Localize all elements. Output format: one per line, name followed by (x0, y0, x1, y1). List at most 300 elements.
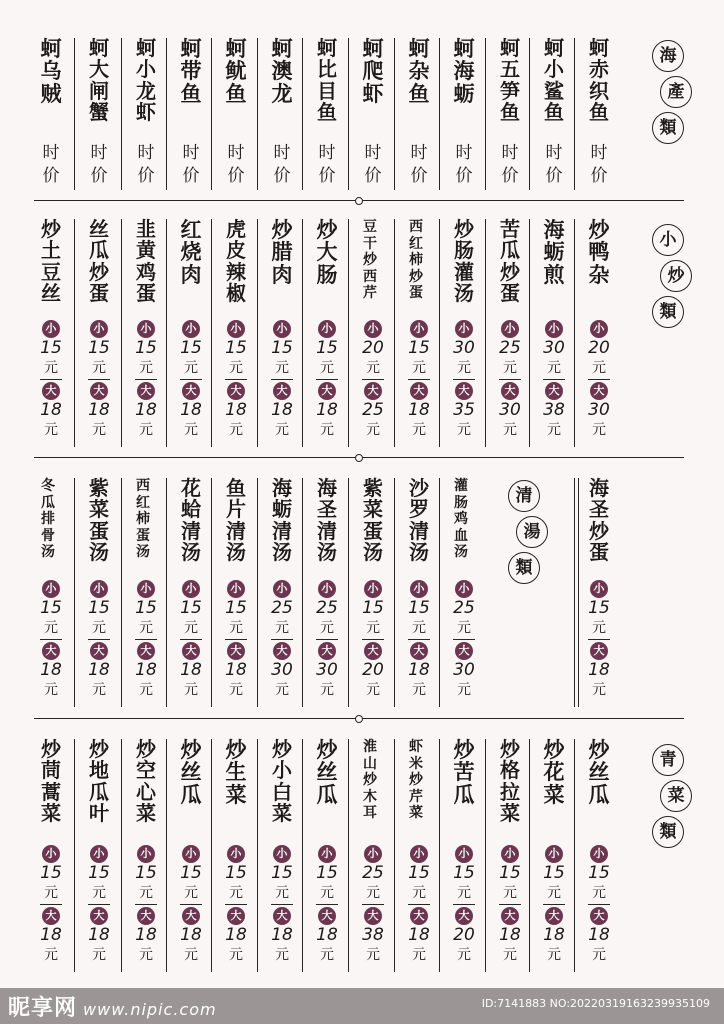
menu-item (360, 38, 406, 190)
size-small-badge: 小 (410, 320, 428, 338)
price-divider (362, 904, 384, 905)
price-divider (408, 379, 430, 380)
dish-name: 海 圣 炒 蛋 (589, 476, 609, 565)
price-unit: 元 (592, 947, 606, 963)
market-price: 时 价 (455, 143, 473, 186)
price-unit: 元 (139, 682, 153, 698)
size-small-badge: 小 (545, 845, 563, 863)
price-unit: 元 (229, 947, 243, 963)
large-price: 30 (316, 660, 338, 680)
size-large-badge: 大 (590, 907, 608, 925)
price-block (133, 320, 159, 439)
large-price: 18 (271, 400, 293, 420)
price-unit: 元 (503, 422, 517, 438)
price-unit: 元 (412, 360, 426, 376)
market-price: 时 价 (590, 143, 608, 186)
menu-item (38, 219, 84, 447)
menu-item (178, 478, 224, 707)
price-unit: 元 (412, 885, 426, 901)
price-unit: 元 (184, 885, 198, 901)
price-unit: 元 (547, 947, 561, 963)
dish-name: 淮 山 炒 木 耳 (363, 739, 377, 822)
price-divider (225, 904, 247, 905)
dish-name: 蚵 澳 龙 (271, 36, 293, 106)
dish-name: 豆 干 炒 西 芹 (363, 219, 377, 302)
price-unit: 元 (457, 885, 471, 901)
menu-item (586, 38, 632, 190)
large-price: 18 (135, 660, 157, 680)
size-small-badge: 小 (137, 845, 155, 863)
menu-item (133, 38, 179, 190)
price-unit: 元 (184, 682, 198, 698)
price-unit: 元 (547, 885, 561, 901)
price-divider (453, 379, 475, 380)
size-large-badge: 大 (273, 382, 291, 400)
category-char: 類 (508, 552, 540, 584)
price-divider (88, 379, 110, 380)
menu-item (38, 739, 84, 972)
dish-name: 丝 瓜 炒 蛋 (89, 217, 109, 306)
small-price: 20 (362, 338, 384, 358)
small-price: 15 (225, 863, 247, 883)
price-block (269, 580, 295, 699)
price-block (86, 845, 112, 964)
small-price: 30 (543, 338, 565, 358)
small-price: 15 (135, 863, 157, 883)
menu-item (223, 739, 269, 972)
size-small-badge: 小 (137, 580, 155, 598)
menu-item (178, 219, 224, 447)
large-price: 18 (180, 400, 202, 420)
price-block (497, 320, 523, 439)
size-small-badge: 小 (182, 580, 200, 598)
price-block (406, 320, 432, 439)
price-unit: 元 (503, 360, 517, 376)
price-unit: 元 (457, 947, 471, 963)
price-divider (408, 904, 430, 905)
dish-name: 虾 米 炒 芹 菜 (409, 739, 423, 822)
price-unit: 元 (275, 885, 289, 901)
small-price: 15 (499, 863, 521, 883)
menu-item (38, 38, 84, 190)
menu-item (86, 38, 132, 190)
large-price: 18 (180, 660, 202, 680)
small-price: 15 (88, 338, 110, 358)
menu-item (314, 739, 360, 972)
size-small-badge: 小 (590, 845, 608, 863)
small-price: 15 (180, 338, 202, 358)
dish-name: 鱼 片 清 汤 (226, 476, 246, 565)
price-unit: 元 (44, 360, 58, 376)
price-unit: 元 (366, 360, 380, 376)
small-price: 20 (588, 338, 610, 358)
dish-name: 海 圣 清 汤 (317, 476, 337, 565)
size-small-badge: 小 (42, 580, 60, 598)
price-unit: 元 (44, 620, 58, 636)
menu-item (38, 478, 84, 707)
dish-name: 灌 肠 鸡 血 汤 (454, 478, 468, 561)
size-large-badge: 大 (410, 907, 428, 925)
price-divider (40, 904, 62, 905)
large-price: 18 (408, 925, 430, 945)
dish-name: 蚵 海 蛎 (453, 36, 475, 106)
price-unit: 元 (366, 682, 380, 698)
menu-item (133, 739, 179, 972)
menu-item (86, 739, 132, 972)
large-price: 18 (408, 660, 430, 680)
watermark-logo-text: 昵享网 (8, 996, 78, 1021)
dish-name: 蚵 赤 织 鱼 (589, 36, 609, 125)
small-price: 15 (180, 598, 202, 618)
size-large-badge: 大 (137, 382, 155, 400)
dish-name: 蚵 小 鲨 鱼 (544, 36, 564, 125)
small-price: 15 (135, 338, 157, 358)
size-small-badge: 小 (182, 845, 200, 863)
small-price: 15 (225, 338, 247, 358)
price-unit: 元 (275, 620, 289, 636)
large-price: 30 (588, 400, 610, 420)
price-block (269, 845, 295, 964)
large-price: 18 (225, 925, 247, 945)
dish-name: 炒 土 豆 丝 (41, 217, 61, 306)
price-unit: 元 (320, 947, 334, 963)
price-block (86, 580, 112, 699)
market-price: 时 价 (90, 143, 108, 186)
size-large-badge: 大 (182, 382, 200, 400)
section-divider (34, 718, 684, 719)
price-divider (362, 379, 384, 380)
small-price: 15 (225, 598, 247, 618)
price-block (178, 845, 204, 964)
dish-name: 炒 地 瓜 叶 (89, 737, 109, 826)
menu-item (178, 739, 224, 972)
market-price: 时 价 (137, 143, 155, 186)
menu-item (541, 739, 587, 972)
large-price: 18 (180, 925, 202, 945)
dish-name: 沙 罗 清 汤 (409, 476, 429, 565)
small-price: 15 (88, 863, 110, 883)
price-unit: 元 (44, 422, 58, 438)
category-char: 類 (652, 816, 684, 848)
price-unit: 元 (412, 947, 426, 963)
small-price: 25 (499, 338, 521, 358)
price-divider (225, 379, 247, 380)
price-block (586, 845, 612, 964)
price-divider (180, 379, 202, 380)
price-unit: 元 (229, 422, 243, 438)
price-unit: 元 (44, 682, 58, 698)
price-unit: 元 (275, 360, 289, 376)
size-large-badge: 大 (410, 642, 428, 660)
price-block (406, 580, 432, 699)
category-char: 青 (652, 744, 684, 776)
menu-item (497, 38, 543, 190)
size-small-badge: 小 (90, 845, 108, 863)
price-block (314, 320, 340, 439)
menu-item (223, 219, 269, 447)
size-large-badge: 大 (364, 907, 382, 925)
price-unit: 元 (592, 682, 606, 698)
price-divider (316, 904, 338, 905)
price-unit: 元 (412, 422, 426, 438)
menu-item (133, 219, 179, 447)
price-unit: 元 (412, 620, 426, 636)
dish-name: 炒 生 菜 (225, 737, 247, 807)
menu-item (269, 739, 315, 972)
small-price: 15 (408, 598, 430, 618)
price-unit: 元 (92, 885, 106, 901)
dish-name: 炒 丝 瓜 (180, 737, 202, 807)
price-unit: 元 (92, 422, 106, 438)
market-price: 时 价 (273, 143, 291, 186)
price-unit: 元 (184, 422, 198, 438)
price-divider (40, 379, 62, 380)
price-block (133, 845, 159, 964)
small-price: 15 (316, 338, 338, 358)
market-price: 时 价 (501, 143, 519, 186)
size-small-badge: 小 (501, 845, 519, 863)
price-block (86, 320, 112, 439)
price-unit: 元 (229, 885, 243, 901)
price-unit: 元 (139, 360, 153, 376)
price-unit: 元 (457, 620, 471, 636)
size-large-badge: 大 (137, 907, 155, 925)
dish-name: 蚵 爬 虾 (362, 36, 384, 106)
price-divider (135, 639, 157, 640)
size-large-badge: 大 (90, 382, 108, 400)
size-large-badge: 大 (227, 907, 245, 925)
size-large-badge: 大 (90, 642, 108, 660)
dish-name: 炒 小 白 菜 (272, 737, 292, 826)
large-price: 25 (362, 400, 384, 420)
price-unit: 元 (92, 360, 106, 376)
column-divider (578, 478, 579, 707)
size-large-badge: 大 (590, 642, 608, 660)
dish-name: 花 蛤 清 汤 (181, 476, 201, 565)
size-large-badge: 大 (545, 907, 563, 925)
price-block (133, 580, 159, 699)
column-divider (574, 478, 575, 707)
size-large-badge: 大 (455, 382, 473, 400)
size-small-badge: 小 (455, 580, 473, 598)
dish-name: 炒 格 拉 菜 (500, 737, 520, 826)
size-small-badge: 小 (42, 845, 60, 863)
large-price: 18 (271, 925, 293, 945)
dish-name: 蚵 杂 鱼 (408, 36, 430, 106)
image-id-text: ID:7141883 NO:20220319163239935109 (481, 997, 710, 1010)
large-price: 18 (543, 925, 565, 945)
menu-item (133, 478, 179, 707)
size-small-badge: 小 (227, 320, 245, 338)
large-price: 18 (225, 400, 247, 420)
market-price: 时 价 (42, 143, 60, 186)
large-price: 18 (88, 925, 110, 945)
price-unit: 元 (275, 682, 289, 698)
market-price: 时 价 (545, 143, 563, 186)
small-price: 15 (271, 338, 293, 358)
price-block (360, 320, 386, 439)
price-divider (271, 379, 293, 380)
menu-item (586, 478, 632, 707)
category-char: 類 (652, 296, 684, 328)
small-price: 15 (543, 863, 565, 883)
small-price: 25 (362, 863, 384, 883)
dish-name: 炒 大 肠 (316, 217, 338, 287)
size-large-badge: 大 (455, 907, 473, 925)
size-large-badge: 大 (364, 642, 382, 660)
menu-item (269, 219, 315, 447)
price-divider (180, 904, 202, 905)
price-unit: 元 (503, 947, 517, 963)
dish-name: 紫 菜 蛋 汤 (363, 476, 383, 565)
size-large-badge: 大 (545, 382, 563, 400)
dish-name: 蚵 乌 贼 (40, 36, 62, 106)
small-price: 15 (271, 863, 293, 883)
price-block (223, 320, 249, 439)
size-large-badge: 大 (182, 907, 200, 925)
price-unit: 元 (275, 422, 289, 438)
watermark-url: www.nipic.com (83, 1000, 217, 1019)
price-divider (271, 904, 293, 905)
dish-name: 蚵 大 闸 蟹 (89, 36, 109, 125)
menu-item (360, 478, 406, 707)
size-small-badge: 小 (455, 845, 473, 863)
small-price: 15 (588, 598, 610, 618)
price-divider (180, 639, 202, 640)
small-price: 25 (316, 598, 338, 618)
size-small-badge: 小 (318, 845, 336, 863)
category-char: 小 (652, 224, 684, 256)
size-small-badge: 小 (273, 845, 291, 863)
large-price: 30 (453, 660, 475, 680)
dish-name: 蚵 带 鱼 (180, 36, 202, 106)
menu-item (497, 739, 543, 972)
dish-name: 西 红 柿 蛋 汤 (136, 478, 150, 561)
large-price: 35 (453, 400, 475, 420)
divider-dot (355, 715, 363, 723)
menu-item (406, 219, 452, 447)
price-block (178, 580, 204, 699)
size-small-badge: 小 (273, 320, 291, 338)
menu-item (406, 739, 452, 972)
market-price: 时 价 (182, 143, 200, 186)
price-unit: 元 (592, 422, 606, 438)
size-small-badge: 小 (227, 580, 245, 598)
size-small-badge: 小 (273, 580, 291, 598)
section-divider (34, 200, 684, 201)
size-large-badge: 大 (590, 382, 608, 400)
small-price: 15 (408, 338, 430, 358)
dish-name: 蚵 鱿 鱼 (225, 36, 247, 106)
price-divider (588, 904, 610, 905)
category-char: 清 (508, 480, 540, 512)
price-block (223, 845, 249, 964)
dish-name: 炒 花 菜 (543, 737, 565, 807)
price-block (314, 845, 340, 964)
large-price: 18 (40, 925, 62, 945)
dish-name: 紫 菜 蛋 汤 (89, 476, 109, 565)
price-divider (316, 639, 338, 640)
price-divider (499, 904, 521, 905)
dish-name: 虎 皮 辣 椒 (226, 217, 246, 306)
price-unit: 元 (320, 360, 334, 376)
large-price: 18 (88, 400, 110, 420)
menu-item (314, 478, 360, 707)
size-large-badge: 大 (318, 382, 336, 400)
size-small-badge: 小 (137, 320, 155, 338)
small-price: 15 (40, 338, 62, 358)
size-small-badge: 小 (318, 580, 336, 598)
price-unit: 元 (92, 620, 106, 636)
menu-item (451, 739, 497, 972)
size-large-badge: 大 (42, 382, 60, 400)
market-price: 时 价 (364, 143, 382, 186)
price-unit: 元 (503, 885, 517, 901)
small-price: 15 (408, 863, 430, 883)
watermark-logo (8, 991, 217, 1022)
price-divider (135, 904, 157, 905)
menu-item (586, 739, 632, 972)
price-divider (225, 639, 247, 640)
price-block (38, 845, 64, 964)
market-price: 时 价 (410, 143, 428, 186)
price-divider (88, 639, 110, 640)
price-divider (543, 904, 565, 905)
price-unit: 元 (366, 620, 380, 636)
price-unit: 元 (547, 360, 561, 376)
menu-item (86, 478, 132, 707)
price-unit: 元 (229, 682, 243, 698)
menu-item (451, 219, 497, 447)
price-unit: 元 (592, 885, 606, 901)
small-price: 25 (453, 598, 475, 618)
menu-item (406, 478, 452, 707)
small-price: 25 (271, 598, 293, 618)
large-price: 18 (588, 925, 610, 945)
dish-name: 炒 丝 瓜 (588, 737, 610, 807)
size-large-badge: 大 (227, 382, 245, 400)
small-price: 30 (453, 338, 475, 358)
small-price: 15 (362, 598, 384, 618)
small-price: 15 (40, 598, 62, 618)
price-unit: 元 (275, 947, 289, 963)
dish-name: 海 蛎 煎 (543, 217, 565, 287)
size-small-badge: 小 (590, 580, 608, 598)
dish-name: 炒 空 心 菜 (136, 737, 156, 826)
size-small-badge: 小 (590, 320, 608, 338)
dish-name: 炒 肠 灌 汤 (454, 217, 474, 306)
price-block (314, 580, 340, 699)
price-unit: 元 (139, 885, 153, 901)
size-small-badge: 小 (90, 580, 108, 598)
size-small-badge: 小 (501, 320, 519, 338)
size-large-badge: 大 (318, 907, 336, 925)
price-unit: 元 (229, 360, 243, 376)
small-price: 15 (88, 598, 110, 618)
price-unit: 元 (229, 620, 243, 636)
menu-item (451, 38, 497, 190)
dish-name: 炒 苦 瓜 (453, 737, 475, 807)
price-divider (453, 639, 475, 640)
large-price: 18 (499, 925, 521, 945)
divider-dot (355, 454, 363, 462)
menu-item (86, 219, 132, 447)
category-char: 菜 (660, 780, 692, 812)
size-small-badge: 小 (455, 320, 473, 338)
small-price: 15 (453, 863, 475, 883)
large-price: 18 (225, 660, 247, 680)
large-price: 18 (316, 400, 338, 420)
